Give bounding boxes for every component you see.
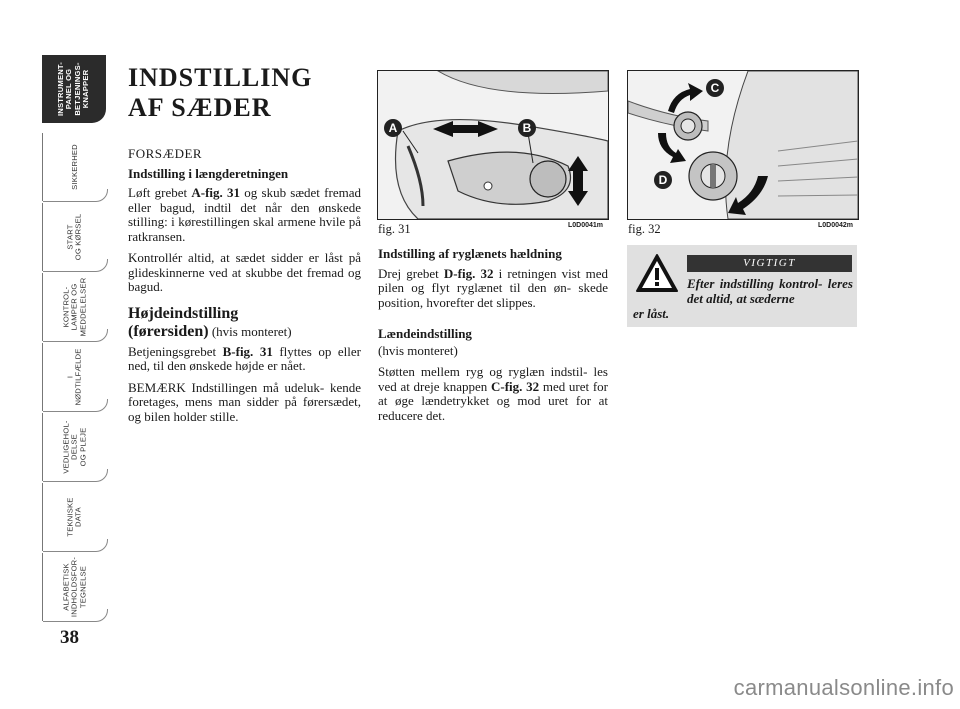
callout-b: B — [518, 119, 536, 137]
figure-31-code: L0D0041m — [568, 222, 604, 229]
callout-a: A — [384, 119, 402, 137]
figure-32-backrest-knobs — [627, 70, 859, 220]
callout-d: D — [654, 171, 672, 189]
paragraph-ryglaen: Drej grebet D-fig. 32 i retningen vist med pilen og flyt ryglænet til den øn- skede position, hvorefter det slippes. — [378, 265, 608, 310]
figure-32-caption: fig. 32 — [628, 222, 661, 236]
figure-32-code: L0D0042m — [818, 222, 854, 229]
title-line-2: AF SÆDER — [128, 93, 272, 122]
tab-start[interactable]: START OG KØRSEL — [42, 203, 106, 271]
heading-ryglaen: Indstilling af ryglænets hældning — [378, 246, 562, 261]
paragraph-kontroller: Kontrollér altid, at sædet sidder er låst på glideskinnerne ved at skubbe det fremad og bagud. — [128, 250, 361, 294]
paragraph-hoejde: Betjeningsgrebet B-fig. 31 flyttes op eller ned, til den ønskede højde er nået. — [128, 343, 361, 373]
paragraph-laengderetning: Løft grebet A-fig. 31 og skub sædet fremad eller bagud, indtil det når den ønskede stilling: i kørestillingen skal armene hvile på ratkransen. — [128, 185, 361, 244]
heading-laende: Lændeindstilling — [378, 326, 472, 341]
tab-tekniske-data[interactable]: TEKNISKE DATA — [42, 483, 106, 551]
warning-triangle-icon — [635, 253, 679, 293]
paragraph-bemaerk: BEMÆRK Indstillingen må udeluk- kende foretages, mens man sidder på førersædet, og bilen holder stille. — [128, 379, 361, 424]
page-title — [128, 63, 312, 123]
tab-sikkerhed[interactable]: SIKKERHED — [42, 133, 106, 201]
figure-31-seat-levers — [377, 70, 609, 220]
title-line-1: INDSTILLING — [128, 63, 313, 92]
tab-noedtilfaelde[interactable]: I NØDTILFÆLDE — [42, 343, 106, 411]
tab-kontrollamper[interactable]: KONTROL- LAMPER OG MEDDELELSER — [42, 273, 106, 341]
page-number: 38 — [60, 627, 79, 648]
tab-vedligeholdelse[interactable]: VEDLIGEHOL- DELSE OG PLEJE — [42, 413, 106, 481]
callout-c: C — [706, 79, 724, 97]
watermark: carmanualsonline.info — [733, 675, 954, 700]
warning-text-end: er låst. — [633, 306, 670, 321]
paragraph-laende: Støtten mellem ryg og ryglæn indstil- les ved at dreje knappen C-fig. 32 med uret for at øge lændetrykket og mod uret for at reducere det. — [378, 364, 608, 423]
warning-text: Efter indstilling kontrol- leres det altid, at sæderne — [687, 276, 853, 306]
backrest-illustration — [628, 71, 858, 219]
chapter-tabs — [42, 55, 106, 618]
figure-31-caption: fig. 31 — [378, 222, 411, 236]
heading-hoejde: Højdeindstilling (førersiden) (hvis monteret) — [128, 304, 292, 340]
column-1 — [128, 147, 361, 431]
tab-indholdsfortegnelse[interactable]: ALFABETISK INDHOLDSFOR- TEGNELSE — [42, 553, 106, 621]
seat-side-illustration — [378, 71, 608, 219]
warning-heading: VIGTIGT — [687, 255, 852, 272]
laende-note: (hvis monteret) — [378, 342, 458, 358]
heading-laengderetning: Indstilling i længderetningen — [128, 165, 289, 181]
warning-box — [627, 245, 857, 327]
section-heading: FORSÆDER — [128, 146, 203, 161]
tab-instrumentpanel[interactable]: INSTRUMENT- PANEL OG BETJENINGS- KNAPPER — [42, 55, 106, 123]
column-2 — [378, 247, 608, 430]
